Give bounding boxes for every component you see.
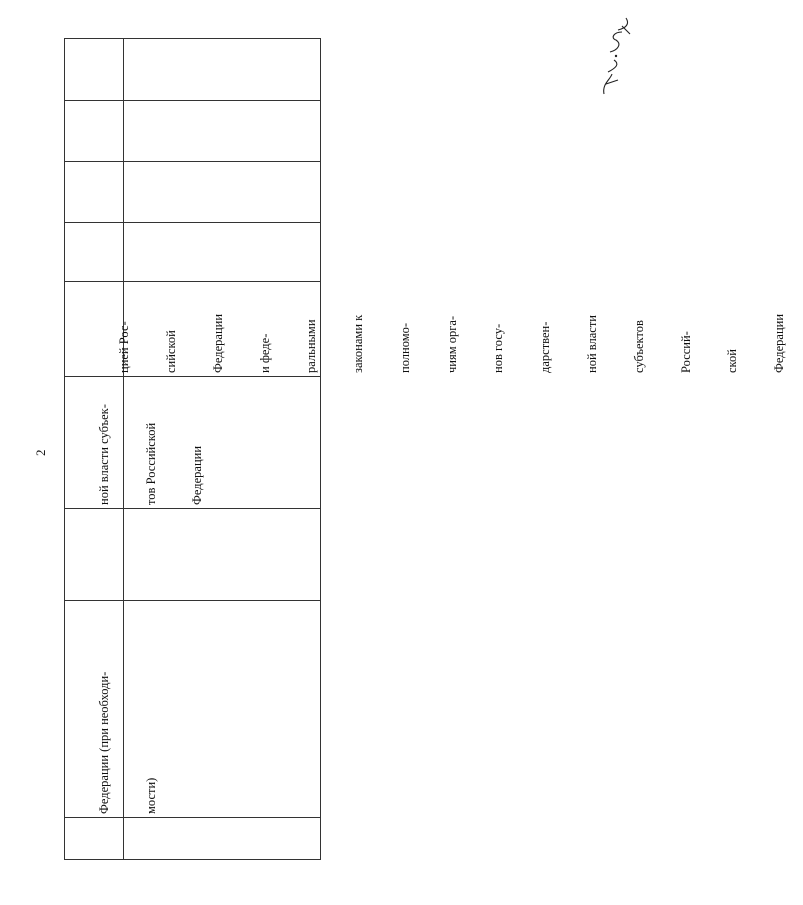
cell-line: тов Российской: [143, 422, 158, 505]
table-cell-constitution-laws: [86, 314, 803, 373]
cell-line: ральными: [304, 319, 319, 373]
table-divider: [64, 817, 321, 818]
cell-line: сийской: [163, 330, 178, 373]
cell-line: субъектов: [631, 320, 646, 373]
cell-line: нов госу-: [491, 323, 506, 373]
cell-line: ной власти: [585, 315, 599, 373]
cell-line: дарствен-: [538, 321, 553, 373]
cell-line: ной власти субъек-: [97, 404, 111, 505]
table-cell-subject-authority: [66, 404, 221, 505]
table-divider: [64, 100, 321, 101]
cell-line: чиям орга-: [444, 315, 459, 373]
table-divider: [64, 222, 321, 223]
cell-line: ской: [725, 349, 740, 373]
cell-line: Федерации: [772, 313, 787, 373]
table-divider: [64, 508, 321, 509]
table-divider: [64, 376, 321, 377]
cell-line: полномо-: [397, 322, 412, 373]
cell-line: цией Рос-: [117, 321, 132, 373]
cell-line: и феде-: [257, 333, 272, 373]
table-divider: [64, 161, 321, 162]
cell-line: мости): [143, 777, 158, 814]
cell-line: законами к: [351, 314, 366, 373]
page-number: 2: [33, 449, 48, 456]
cell-line: Федерации: [190, 445, 204, 505]
table-cell-federation-need: [66, 672, 175, 814]
cell-line: Россий-: [678, 331, 693, 373]
signature-mark: [596, 14, 636, 100]
cell-line: Федерации: [210, 313, 225, 373]
table-divider: [64, 600, 321, 601]
cell-line: Федерации (при необходи-: [97, 671, 111, 814]
table-divider: [64, 281, 321, 282]
